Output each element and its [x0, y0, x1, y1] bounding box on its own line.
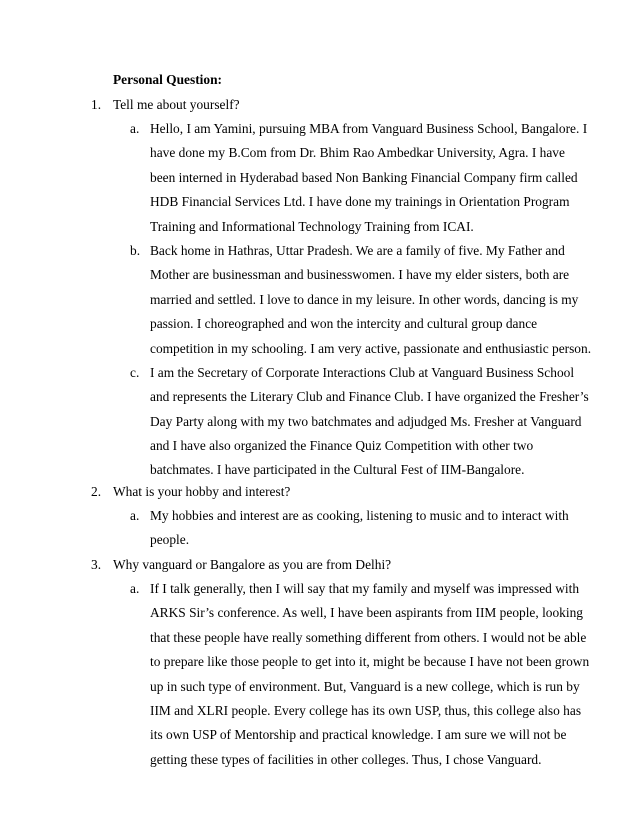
answer-line: getting these types of facilities in other colleges. Thus, I chose Vanguard.	[150, 751, 542, 767]
answer-line: and represents the Literary Club and Finance Club. I have organized the Fresher’s	[150, 389, 589, 405]
answer-line: If I talk generally, then I will say that my family and myself was impressed with	[150, 581, 580, 596]
answer-text	[150, 239, 592, 361]
answer-line: and I have also organized the Finance Quiz Competition with other two	[150, 438, 534, 454]
answer-line: passion. I choreographed and won the intercity and cultural group dance	[150, 316, 538, 332]
answer-line: up in such type of environment. But, Vanguard is a new college, which is run by	[150, 678, 580, 694]
answer-line: IIM and XLRI people. Every college has its own USP, thus, this college also has	[150, 702, 582, 718]
answer-line: Mother are businessman and businesswomen. I have my elder sisters, both are	[150, 267, 570, 283]
question-text: What is your hobby and interest?	[113, 484, 291, 499]
question-2	[91, 480, 569, 553]
answer-text	[150, 577, 590, 772]
answer-line: married and settled. I love to dance in my leisure. In other words, dancing is my	[150, 291, 579, 307]
answer-letter: a.	[130, 581, 140, 596]
answer-line: Training and Informational Technology Training from ICAI.	[150, 218, 474, 234]
answer-line: HDB Financial Services Ltd. I have done my trainings in Orientation Program	[150, 194, 570, 210]
answer-line: My hobbies and interest are as cooking, listening to music and to interact with	[150, 508, 569, 523]
answer-line: Hello, I am Yamini, pursuing MBA from Vanguard Business School, Bangalore. I	[150, 121, 588, 136]
answer-line: people.	[150, 532, 190, 548]
answer-line: been interned in Hyderabad based Non Banking Financial Company firm called	[150, 169, 578, 185]
answer-3a	[130, 577, 590, 772]
answer-1c	[130, 361, 589, 483]
question-1	[91, 93, 592, 483]
question-number: 1.	[91, 97, 102, 112]
answer-1a	[130, 117, 588, 239]
answer-line: I am the Secretary of Corporate Interactions Club at Vanguard Business School	[150, 364, 575, 380]
answer-line: have done my B.Com from Dr. Bhim Rao Ambedkar University, Agra. I have	[150, 145, 565, 161]
answer-text	[150, 361, 589, 483]
answer-line: batchmates. I have participated in the Cultural Fest of IIM-Bangalore.	[150, 462, 525, 478]
answer-letter: c.	[130, 364, 140, 380]
question-3	[91, 553, 590, 772]
answer-line: that these people have really something different from others. I would not be able	[150, 629, 587, 645]
answer-letter: a.	[130, 121, 140, 136]
answer-line: Day Party along with my two batchmates and adjudged Ms. Fresher at Vanguard	[150, 413, 582, 429]
answer-line: to prepare like those people to get into it, might be because I have not been grown	[150, 654, 590, 670]
answer-letter: b.	[130, 242, 141, 258]
answer-text	[150, 117, 588, 239]
section-heading: Personal Question:	[113, 72, 222, 87]
answer-2a	[130, 504, 569, 553]
answer-letter: a.	[130, 508, 140, 523]
answer-line: its own USP of Mentorship and practical knowledge. I am sure we will not be	[150, 727, 567, 743]
question-number: 3.	[91, 557, 102, 572]
answer-line: competition in my schooling. I am very active, passionate and enthusiastic person.	[150, 340, 592, 356]
question-text: Why vanguard or Bangalore as you are from Delhi?	[113, 557, 392, 572]
answer-line: ARKS Sir’s conference. As well, I have been aspirants from IIM people, looking	[150, 605, 583, 621]
answer-1b	[130, 239, 592, 361]
question-number: 2.	[91, 484, 102, 499]
question-text: Tell me about yourself?	[113, 97, 240, 112]
answer-line: Back home in Hathras, Uttar Pradesh. We are a family of five. My Father and	[150, 242, 565, 258]
answer-text	[150, 504, 569, 553]
